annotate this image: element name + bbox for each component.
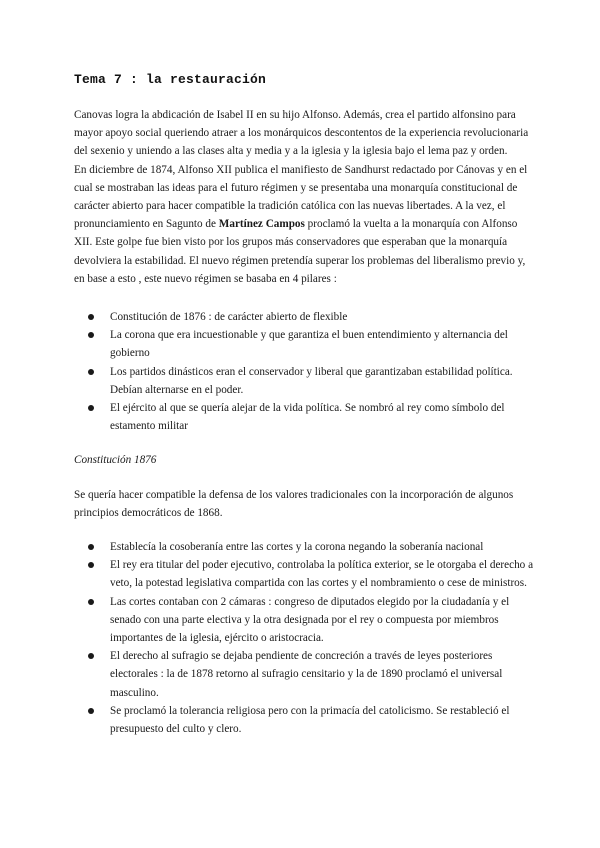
- list-item: Los partidos dinásticos eran el conservador y liberal que garantizaban estabilidad política. Debían alternarse en el poder.: [74, 363, 534, 399]
- list-item: La corona que era incuestionable y que garantiza el buen entendimiento y alternancia del gobierno: [74, 326, 534, 362]
- constitution-list: [74, 538, 534, 738]
- intro-paragraph-2: En diciembre de 1874, Alfonso XII publica el manifiesto de Sandhurst redactado por Cánovas y en el cual se mostraban las ideas para el futuro régimen y se presentaba una monarquía constitucional de carácter abierto para hacer compatible la tradición católica con las nuevas libertades. A la vez, el pronunciamiento en Sagunto de Martínez Campos proclamó la vuelta a la monarquía con Alfonso XII. Este golpe fue bien visto por los grupos más conservadores que esperaban que la monarquía devolviera la estabilidad. El nuevo régimen pretendía superar los problemas del liberalismo previo y, en base a esto , este nuevo régimen se basaba en 4 pilares :: [74, 163, 528, 285]
- list-item: El rey era titular del poder ejecutivo, controlaba la política exterior, se le otorgaba el derecho a veto, la potestad legislativa compartida con las cortes y el nombramiento o cese de ministros.: [74, 556, 534, 592]
- section-heading: Constitución 1876: [74, 454, 157, 467]
- document-body: [74, 106, 534, 738]
- intro-paragraph-1: Canovas logra la abdicación de Isabel II en su hijo Alfonso. Además, crea el partido alfonsino para mayor apoyo social queriendo atraer a los monárquicos descontentos de la experiencia revolucionaria del sexenio y uniendo a las clases alta y media y a la iglesia y la iglesia bajo el lema paz y orden.: [74, 109, 529, 158]
- page-title: Tema 7 : la restauración: [74, 72, 267, 87]
- bold-name: Martínez Campos: [218, 218, 305, 231]
- list-item: Las cortes contaban con 2 cámaras : congreso de diputados elegido por la ciudadanía y el senado con una parte electiva y la otra designada por el rey o compuesta por miembros importantes de la iglesia, ejército o aristocracia.: [74, 593, 534, 648]
- list-item: El derecho al sufragio se dejaba pendiente de concreción a través de leyes posteriores electorales : la de 1878 retorno al sufragio censitario y la de 1890 proclamó el universal masculino.: [74, 647, 534, 702]
- list-item: El ejército al que se quería alejar de la vida política. Se nombró al rey como símbolo del estamento militar: [74, 399, 534, 435]
- list-item: Establecía la cosoberanía entre las cortes y la corona negando la soberanía nacional: [74, 538, 534, 556]
- list-item: Constitución de 1876 : de carácter abierto de flexible: [74, 308, 534, 326]
- pillars-list: [74, 308, 534, 435]
- constitution-intro: Se quería hacer compatible la defensa de los valores tradicionales con la incorporación de algunos principios democráticos de 1868.: [74, 488, 514, 519]
- list-item: Se proclamó la tolerancia religiosa pero con la primacía del catolicismo. Se restableció el presupuesto del culto y clero.: [74, 702, 534, 738]
